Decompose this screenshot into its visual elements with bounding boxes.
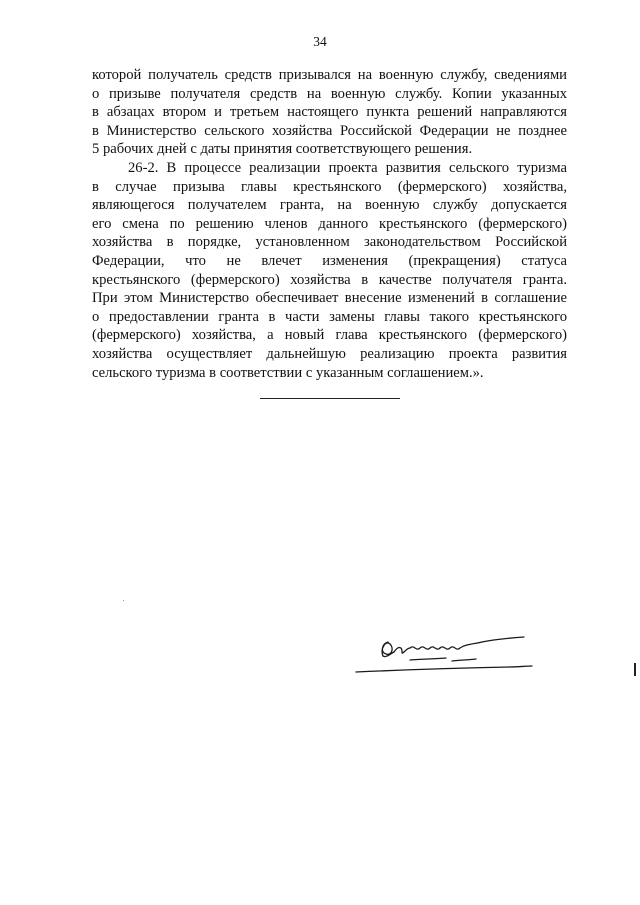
end-separator-line xyxy=(260,398,400,399)
text-line: 26-2. В процессе реализации проекта развития сельского туризма xyxy=(128,159,567,176)
page-number: 34 xyxy=(313,34,327,49)
text-line: Федерации, что не влечет изменения (прекращения) статуса xyxy=(92,252,567,269)
scan-edge-mark xyxy=(634,663,636,676)
text-line: о призыве получателя средств на военную службу. Копии указанных xyxy=(92,85,567,102)
text-line: в случае призыва главы крестьянского (фермерского) хозяйства, xyxy=(92,178,567,195)
text-line: сельского туризма в соответствии с указанным соглашением.». xyxy=(92,364,484,381)
text-line: (фермерского) хозяйства, а новый глава крестьянского (фермерского) xyxy=(92,327,567,344)
text-line: его смена по решению членов данного крестьянского (фермерского) xyxy=(92,215,567,232)
text-line: которой получатель средств призывался на военную службу, сведениями xyxy=(92,67,567,83)
text-line: хозяйства в порядке, установленном законодательством Российской xyxy=(92,234,567,251)
document-body xyxy=(92,66,567,382)
text-line: 5 рабочих дней с даты принятия соответствующего решения. xyxy=(92,141,473,158)
handwritten-signature xyxy=(350,630,540,690)
text-line: о предоставлении гранта в части замены главы такого крестьянского xyxy=(92,308,567,325)
text-line: являющегося получателем гранта, на военную службу допускается xyxy=(92,197,567,214)
text-line: крестьянского (фермерского) хозяйства в качестве получателя гранта. xyxy=(92,271,567,288)
text-line: хозяйства осуществляет дальнейшую реализацию проекта развития xyxy=(92,345,567,362)
text-line: в абзацах втором и третьем настоящего пункта решений направляются xyxy=(92,104,567,121)
text-line: в Министерство сельского хозяйства Российской Федерации не позднее xyxy=(92,122,567,139)
scan-speck xyxy=(123,600,124,601)
text-line: При этом Министерство обеспечивает внесение изменений в соглашение xyxy=(92,290,567,307)
